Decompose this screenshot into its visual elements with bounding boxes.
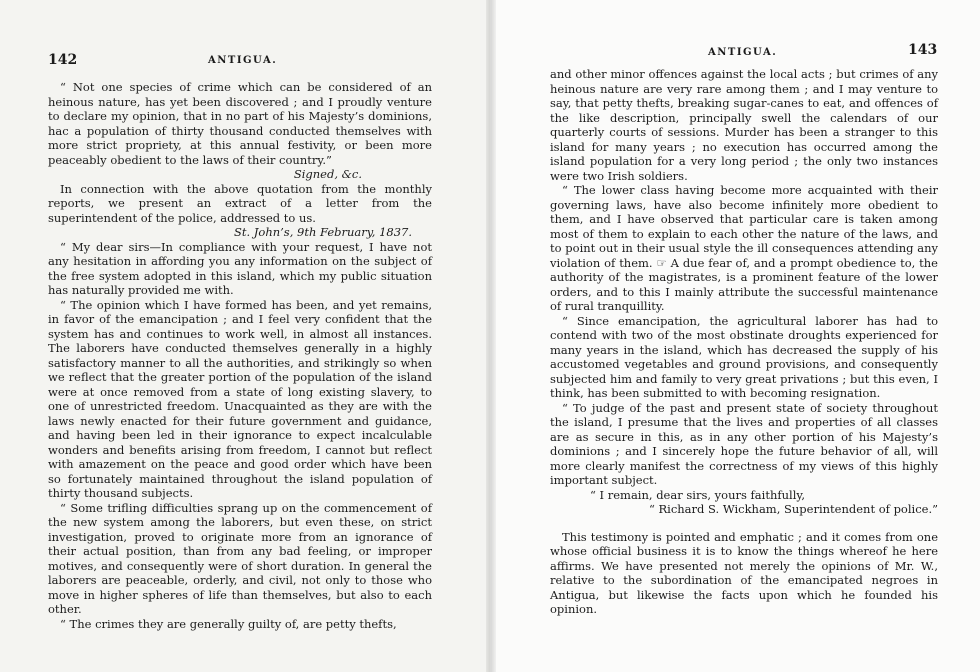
paragraph: In connection with the above quotation from the monthly reports, we present an extract of a letter from the superintendent of the police, addressed to us. <box>48 181 432 225</box>
paragraph: “ To judge of the past and present state of society throughout the island, I presume that the lives and properties of all classes are as secure in this, as in any other portion of his Majesty’s dominions ; and I sincerely hope the future behavior of all, will more clearly manifest the correctness of my views of this highly important subject. <box>550 400 938 487</box>
book-gutter <box>486 0 496 672</box>
spacer <box>550 517 938 530</box>
right-running-head: ANTIGUA. <box>708 47 778 58</box>
letter-closing: “ I remain, dear sirs, yours faithfully, <box>590 487 806 502</box>
paragraph: This testimony is pointed and emphatic ; and it comes from one whose official business it is to know the things whereof he here affirms. We have presented not merely the opinions of Mr. W., relative to the subordination of the emancipated negroes in Antigua, but likewise the facts upon which he founded his opinion. <box>550 529 938 616</box>
paragraph: “ My dear sirs—In compliance with your request, I have not any hesitation in affording you any information on the subject of the free system adopted in this island, which my public situation has naturally provided me with. <box>48 239 432 297</box>
paragraph: “ The lower class having become more acquainted with their governing laws, have also become infinitely more obedient to them, and I have observed that particular care is taken among most of them to explain to each other the nature of the laws, and to point out in their usual style the ill consequences attending any violation of them. ☞ A due fear of, and a prompt obedience to, the authority of the magistrates, is a prominent feature of the lower orders, and to this I mainly attribute the successful maintenance of rural tranquillity. <box>550 183 938 313</box>
paragraph: and other minor offences against the local acts ; but crimes of any heinous nature are very rare among them ; and I may venture to say, that petty thefts, breaking sugar-canes to eat, and offences of the like description, principally swell the calendars of our quarterly courts of sessions. Murder has been a stranger to this island for many years ; no execution has occurred among the island population for a very long period ; the only two instances were two Irish soldiers. <box>550 67 938 183</box>
left-page-number: 142 <box>48 52 78 68</box>
left-running-head: ANTIGUA. <box>208 55 278 66</box>
letter-signature: “ Richard S. Wickham, Superintendent of police.” <box>648 502 938 516</box>
paragraph: “ Since emancipation, the agricultural laborer has had to contend with two of the most obstinate droughts experienced for many years in the island, which has decreased the supply of his accustomed vegetables and ground provisions, and consequently subjected him and family to very great privations ; but this even, I think, has been submitted to with becoming resignation. <box>550 313 938 400</box>
letter-dateline: St. John’s, 9th February, 1837. <box>233 225 412 239</box>
paragraph: “ The opinion which I have formed has been, and yet remains, in favor of the emancipation ; and I feel very confident that the system has and continues to work well, in almost all instances. The laborers have conducted themselves generally in a highly satisfactory manner to all the authorities, and strikingly so when we reflect that the greater portion of the population of the island were at once removed from a state of long existing slavery, to one of unrestricted freedom. Unacquainted as they are with the laws newly enacted for their future government and guidance, and having been led in their ignorance to expect incalculable wonders and benefits arising from freedom, I cannot but reflect with amazement on the peace and good order which have been so fortunately maintained throughout the island population of thirty thousand subjects. <box>48 297 432 500</box>
left-page-body <box>48 80 432 631</box>
paragraph: “ Some trifling difficulties sprang up on the commencement of the new system among the laborers, but even these, on strict investigation, proved to originate more from an ignorance of their actual position, than from any bad feeling, or improper motives, and consequently were of short duration. In general the laborers are peaceable, orderly, and civil, not only to those who move in higher spheres of life than themselves, but also to each other. <box>48 500 432 616</box>
right-page-number: 143 <box>908 42 938 58</box>
right-page <box>490 0 980 672</box>
right-page-body <box>550 67 938 617</box>
signature-line: Signed, &c. <box>293 167 362 181</box>
paragraph: “ The crimes they are generally guilty of, are petty thefts, <box>60 616 397 631</box>
paragraph: “ Not one species of crime which can be considered of an heinous nature, has yet been discovered ; and I proudly venture to declare my opinion, that in no part of his Majesty’s dominions, hac a population of thirty thousand conducted themselves with more strict propriety, at this annual festivity, or been more peaceably obedient to the laws of their country.” <box>48 80 432 167</box>
